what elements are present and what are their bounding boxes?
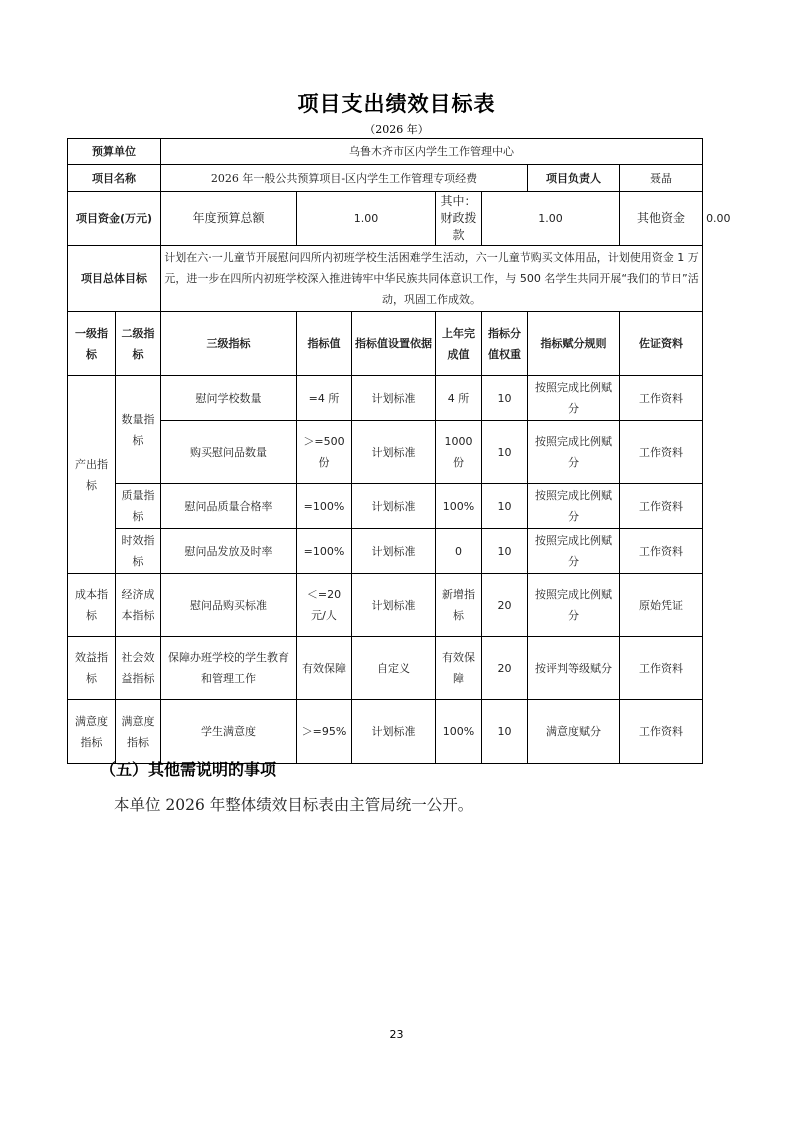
- fiscal-label: 其中：财政拨款: [436, 192, 482, 246]
- leader-label: 项目负责人: [528, 165, 620, 192]
- total-budget-value: 1.00: [297, 192, 436, 246]
- table-row: [68, 637, 703, 700]
- section-title: （五）其他需说明的事项: [100, 760, 277, 779]
- row-weight: 10: [482, 529, 528, 574]
- header-rule: 指标赋分规则: [528, 312, 620, 376]
- row-weight: 10: [482, 484, 528, 529]
- project-name-label: 项目名称: [68, 165, 161, 192]
- row-evidence: 工作资料: [620, 637, 703, 700]
- row-value: =4 所: [297, 376, 352, 421]
- row-name: 购买慰问品数量: [161, 421, 297, 484]
- header-level3: 三级指标: [161, 312, 297, 376]
- note-text: 本单位 2026 年整体绩效目标表由主管局统一公开。: [114, 796, 474, 814]
- group-quantity: 数量指标: [116, 376, 161, 484]
- row-rule: 按照完成比例赋分: [528, 376, 620, 421]
- goal-text: 计划在六·一儿童节开展慰问四所内初班学校生活困难学生活动，六一儿童节购买文体用品，计划使用资金 1 万元，进一步在四所内初班学校深入推进铸牢中华民族共同体意识工作，与 500 名学生共同开展“我们的节日”活动，巩固工作成效。: [161, 246, 703, 312]
- group-satisfaction-sub: 满意度指标: [116, 700, 161, 764]
- row-last: 有效保障: [436, 637, 482, 700]
- row-last: 100%: [436, 484, 482, 529]
- goal-label: 项目总体目标: [68, 246, 161, 312]
- row-evidence: 工作资料: [620, 700, 703, 764]
- row-weight: 20: [482, 637, 528, 700]
- table-row: [68, 700, 703, 764]
- row-weight: 20: [482, 574, 528, 637]
- row-rule: 按照完成比例赋分: [528, 484, 620, 529]
- row-last: 4 所: [436, 376, 482, 421]
- header-basis: 指标值设置依据: [352, 312, 436, 376]
- other-funds-label: 其他资金: [620, 192, 703, 246]
- row-basis: 计划标准: [352, 484, 436, 529]
- header-weight: 指标分值权重: [482, 312, 528, 376]
- row-evidence: 工作资料: [620, 484, 703, 529]
- row-basis: 计划标准: [352, 700, 436, 764]
- group-output: 产出指标: [68, 376, 116, 574]
- row-weight: 10: [482, 421, 528, 484]
- year-subtitle: （2026 年）: [364, 123, 429, 136]
- table-row: [68, 529, 703, 574]
- table-row: [68, 574, 703, 637]
- table-row: [68, 376, 703, 421]
- row-basis: 自定义: [352, 637, 436, 700]
- row-basis: 计划标准: [352, 574, 436, 637]
- row-rule: 按照完成比例赋分: [528, 574, 620, 637]
- row-name: 学生满意度: [161, 700, 297, 764]
- unit-label: 预算单位: [68, 139, 161, 165]
- row-evidence: 工作资料: [620, 376, 703, 421]
- row-name: 慰问品发放及时率: [161, 529, 297, 574]
- group-benefit: 效益指标: [68, 637, 116, 700]
- unit-value: 乌鲁木齐市区内学生工作管理中心: [161, 139, 703, 165]
- row-basis: 计划标准: [352, 529, 436, 574]
- row-evidence: 原始凭证: [620, 574, 703, 637]
- group-timeliness: 时效指标: [116, 529, 161, 574]
- row-rule: 满意度赋分: [528, 700, 620, 764]
- row-name: 保障办班学校的学生教育和管理工作: [161, 637, 297, 700]
- leader-value: 聂晶: [620, 165, 703, 192]
- row-value: =100%: [297, 529, 352, 574]
- row-name: 慰问品质量合格率: [161, 484, 297, 529]
- row-weight: 10: [482, 700, 528, 764]
- row-last: 1000 份: [436, 421, 482, 484]
- row-basis: 计划标准: [352, 421, 436, 484]
- performance-table: 预算单位 乌鲁木齐市区内学生工作管理中心 项目名称 2026 年一般公共预算项目-区内学生工作管理专项经费 项目负责人 聂晶 项目资金(万元) 年度预算总额 1.00 其中：财政拨款 1.00 其他资金 0.00 项目总体目标 计划在六·一儿童节开展慰问四所内初班学校生活困难学生活动，六一儿童节购买文体用品，计划使用资金 1 万元，进一步在四所内初班学校深入推进铸牢中华民族共同体意识工作，与 500 名学生共同开展“我们的节日”活动，巩固工作成效。 一级指标 二级指标 三级指标 指标值 指标值设置依据 上年完成值 指标分值权重 指标赋分规则 佐证资料 产出指标 数量指标 慰问学校数量 =4 所 计划标准 4 所 10 按照完成比例赋分 工作资料 购买慰问品数量 ＞=500 份 计划标准 1000 份 10 按照完成比例赋分 工作资料 质量指标 慰问品质量合格率 =100% 计划标准 100% 10 按照完成比例赋分 工作资料 时效指标 慰问品发放及时率 =100% 计划标准 0 10 按照完成比例赋分 工作资料 成本指标 经济成本指标 慰问品购买标准 ＜=20 元/人 计划标准 新增指标 20 按照完成比例赋分 原始凭证 效益指标 社会效益指标 保障办班学校的学生教育和管理工作 有效保障 自定义 有效保障 20 按评判等级赋分 工作资料 满意度指标 满意度指标 学生满意度 ＞=95% 计划标准 100% 10 满意度赋分 工作资料: [67, 138, 703, 764]
- group-economic-cost: 经济成本指标: [116, 574, 161, 637]
- row-weight: 10: [482, 376, 528, 421]
- header-last-year: 上年完成值: [436, 312, 482, 376]
- group-cost: 成本指标: [68, 574, 116, 637]
- row-value: ＜=20 元/人: [297, 574, 352, 637]
- page-number: 23: [389, 1028, 404, 1041]
- row-rule: 按照完成比例赋分: [528, 529, 620, 574]
- row-rule: 按评判等级赋分: [528, 637, 620, 700]
- table-row: [68, 421, 703, 484]
- row-value: ＞=500 份: [297, 421, 352, 484]
- row-last: 100%: [436, 700, 482, 764]
- header-level1: 一级指标: [68, 312, 116, 376]
- row-rule: 按照完成比例赋分: [528, 421, 620, 484]
- fund-label: 项目资金(万元): [68, 192, 161, 246]
- row-name: 慰问品购买标准: [161, 574, 297, 637]
- total-budget-label: 年度预算总额: [161, 192, 297, 246]
- row-evidence: 工作资料: [620, 421, 703, 484]
- row-last: 0: [436, 529, 482, 574]
- header-level2: 二级指标: [116, 312, 161, 376]
- project-name-value: 2026 年一般公共预算项目-区内学生工作管理专项经费: [161, 165, 528, 192]
- header-evidence: 佐证资料: [620, 312, 703, 376]
- page-title: 项目支出绩效目标表: [297, 92, 496, 116]
- group-social-benefit: 社会效益指标: [116, 637, 161, 700]
- row-value: =100%: [297, 484, 352, 529]
- row-basis: 计划标准: [352, 376, 436, 421]
- group-satisfaction: 满意度指标: [68, 700, 116, 764]
- row-evidence: 工作资料: [620, 529, 703, 574]
- row-name: 慰问学校数量: [161, 376, 297, 421]
- row-value: ＞=95%: [297, 700, 352, 764]
- group-quality: 质量指标: [116, 484, 161, 529]
- table-row: [68, 484, 703, 529]
- header-value: 指标值: [297, 312, 352, 376]
- fiscal-value: 1.00: [482, 192, 620, 246]
- row-last: 新增指标: [436, 574, 482, 637]
- row-value: 有效保障: [297, 637, 352, 700]
